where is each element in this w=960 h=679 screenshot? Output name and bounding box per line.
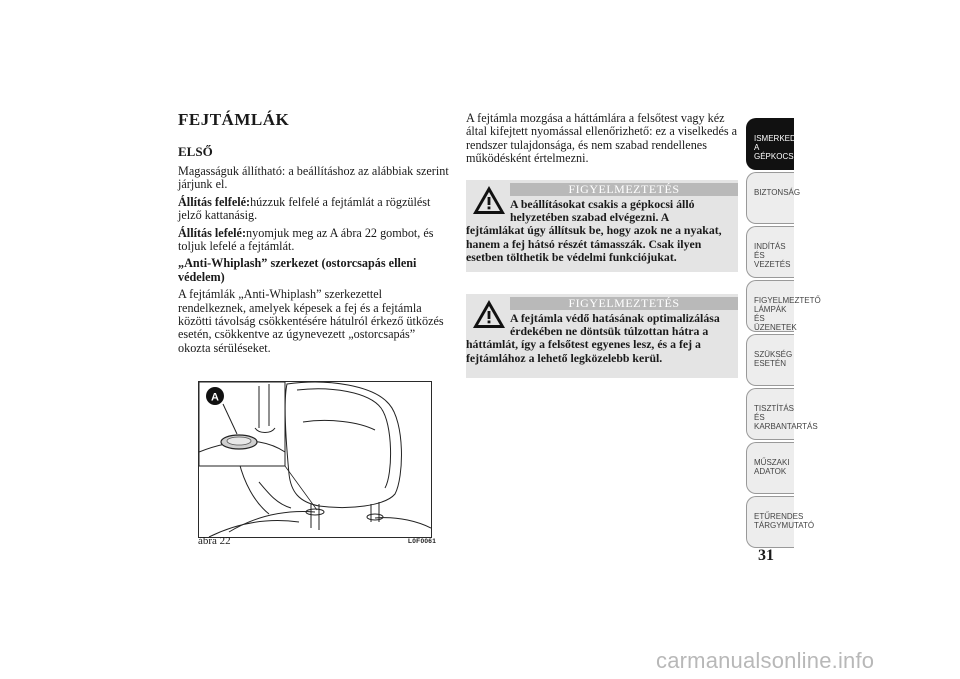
chapter-sidebar	[746, 118, 821, 550]
warning-1-line-1: A beállításokat csakis a gépkocsi álló helyzetében szabad elvégezni. A	[510, 197, 695, 225]
adjust-up-paragraph	[178, 196, 450, 223]
page-number: 31	[758, 547, 774, 564]
warning-box-2	[466, 294, 738, 378]
warning-2-line-2: háttámlát, így a felsőtest egyenes lesz, és a fej a fejtámlához a lehető legközelebb kerül.	[466, 337, 701, 365]
adjust-up-label: Állítás felfelé:	[178, 194, 251, 209]
tab-biztonsag[interactable]: BIZTONSÁG	[746, 172, 794, 224]
headrest-drawing	[199, 382, 431, 537]
page-title: FEJTÁMLÁK	[178, 110, 290, 129]
tab-muszaki[interactable]: MŰSZAKI ADATOK	[746, 442, 794, 494]
whiplash-heading: „Anti-Whiplash” szerkezet (ostorcsapás elleni védelem)	[178, 256, 417, 284]
warning-2-line-1: A fejtámla védő hatásának optimalizálása érdekében ne döntsük túlzottan hátra a	[510, 311, 720, 339]
headrest-illustration	[198, 381, 432, 538]
figure-marker-a: A	[211, 391, 219, 404]
right-intro-paragraph: A fejtámla mozgása a háttámlára a felsőtest vagy kéz által kifejtett nyomással ellenőrizhető: ez a viselkedés a rendszer tulajdonsága, és nem szabad rendellenes működésként értelmezni.	[466, 111, 738, 166]
figure-code: L0F0061	[408, 538, 437, 545]
warning-box-1	[466, 180, 738, 272]
intro-paragraph: Magasságuk állítható: a beállításhoz az alábbiak szerint járjunk el.	[178, 164, 449, 192]
tab-tisztitas[interactable]: TISZTÍTÁS ÉS KARBANTARTÁS	[746, 388, 794, 440]
tab-szukseg[interactable]: SZÜKSÉG ESETÉN	[746, 334, 794, 386]
left-column	[178, 110, 450, 359]
adjust-up-text: húzzuk felfelé a fejtámlát a rögzülést jelző kattanásig.	[178, 194, 431, 223]
right-column	[466, 112, 738, 170]
warning-1-line-2: fejtámlákat úgy állítsuk be, hogy azok ne a nyakat, hanem a fej hátsó részét támasszák. Csak ilyen esetben tölthetik be védelmi funkciójukat.	[466, 223, 722, 264]
adjust-down-text: nyomjuk meg az A ábra 22 gombot, és toljuk lefelé a fejtámlát.	[178, 225, 434, 254]
adjust-down-paragraph	[178, 227, 450, 254]
warning-2-heading: FIGYELMEZTETÉS	[510, 297, 738, 310]
adjust-down-label: Állítás lefelé:	[178, 225, 247, 240]
section-subtitle: ELSŐ	[178, 144, 213, 159]
warning-1-heading: FIGYELMEZTETÉS	[510, 183, 738, 196]
figure-caption: ábra 22	[198, 535, 231, 547]
tab-targymutato[interactable]: ETŰRENDES TÁRGYMUTATÓ	[746, 496, 794, 548]
watermark: carmanualsonline.info	[656, 648, 875, 673]
whiplash-paragraph: A fejtámlák „Anti-Whiplash” szerkezettel rendelkeznek, amelyek képesek a fej és a fejtámla közötti távolság csökkentésére hátulról érkező ütközés esetén, csökkentve az úgynevezett „ostorcsapás” okozta sérüléseket.	[178, 287, 444, 355]
warning-2-text	[466, 312, 734, 365]
tab-inditas[interactable]: INDÍTÁS ÉS VEZETÉS	[746, 226, 794, 278]
warning-1-text	[466, 198, 734, 264]
tab-ismerkedes[interactable]: ISMERKEDÉS A GÉPKOCSIVAL	[746, 118, 794, 170]
tab-figyelmezteto[interactable]: FIGYELMEZTETŐ LÁMPÁK ÉS ÜZENETEK	[746, 280, 794, 332]
